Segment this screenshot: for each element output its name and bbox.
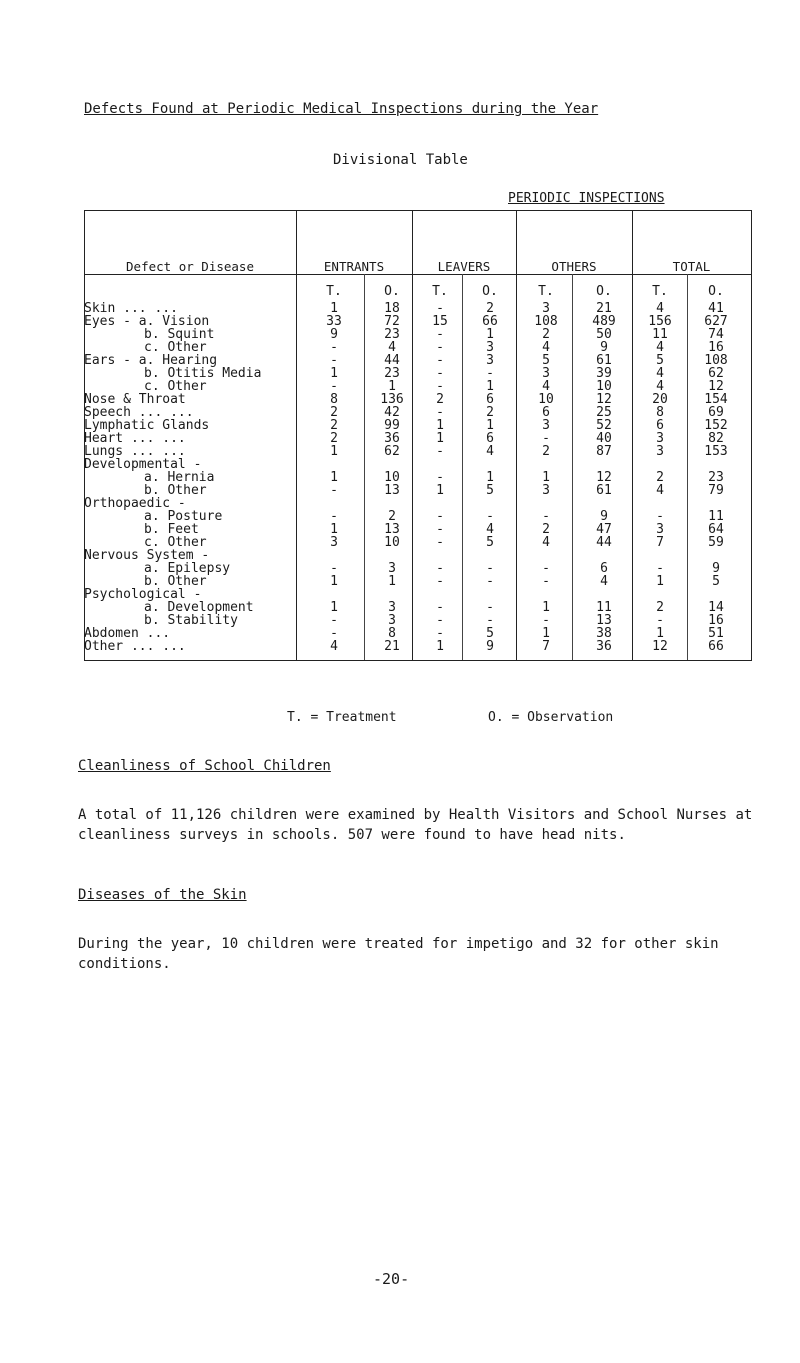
- table-cell: 64: [708, 522, 724, 537]
- table-cell: 99: [384, 418, 400, 433]
- table-cell: -: [486, 574, 494, 589]
- table-cell: -: [436, 509, 444, 524]
- row-label: Lymphatic Glands: [84, 418, 210, 433]
- table-cell: 61: [596, 353, 612, 368]
- table-cell: 3: [486, 340, 494, 355]
- table-cell: -: [436, 301, 444, 316]
- table-cell: 1: [436, 639, 444, 654]
- table-cell: -: [436, 613, 444, 628]
- row-label: a. Development: [144, 600, 254, 615]
- table-cell: 5: [542, 353, 550, 368]
- row-label: Ears - a. Hearing: [84, 353, 218, 368]
- table-cell: 62: [708, 366, 724, 381]
- table-cell: 20: [652, 392, 668, 407]
- table-cell: 5: [486, 483, 494, 498]
- table-cell: 9: [486, 639, 494, 654]
- table-cell: 9: [600, 340, 608, 355]
- table-cell: 3: [388, 600, 396, 615]
- table-cell: 1: [330, 444, 338, 459]
- row-label: b. Stability: [144, 613, 238, 628]
- table-cell: 82: [708, 431, 724, 446]
- table-cell: 13: [384, 522, 400, 537]
- table-cell: -: [330, 626, 338, 641]
- table-cell: 15: [432, 314, 448, 329]
- table-cell: 9: [600, 509, 608, 524]
- row-label: b. Feet: [144, 522, 199, 537]
- table-cell: 3: [656, 444, 664, 459]
- subheader-treatment: T.: [652, 284, 668, 299]
- row-label: Abdomen ...: [84, 626, 171, 641]
- table-cell: 44: [384, 353, 400, 368]
- table-cell: -: [436, 444, 444, 459]
- table-cell: -: [542, 561, 550, 576]
- row-label: b. Otitis Media: [144, 366, 262, 381]
- table-cell: 3: [486, 353, 494, 368]
- defects-table: [84, 210, 752, 660]
- table-cell: 4: [486, 522, 494, 537]
- table-cell: 11: [708, 509, 724, 524]
- table-cell: -: [656, 613, 664, 628]
- column-header-total: TOTAL: [672, 259, 711, 274]
- table-cell: 18: [384, 301, 400, 316]
- row-label: Nervous System -: [84, 548, 210, 563]
- table-cell: 13: [596, 613, 612, 628]
- table-cell: 1: [330, 301, 338, 316]
- table-cell: 2: [656, 600, 664, 615]
- table-subtitle: Divisional Table: [333, 152, 468, 168]
- table-cell: -: [436, 379, 444, 394]
- table-cell: 1: [656, 574, 664, 589]
- table-cell: 8: [656, 405, 664, 420]
- table-cell: 6: [656, 418, 664, 433]
- table-cell: 66: [482, 314, 498, 329]
- table-cell: 72: [384, 314, 400, 329]
- table-cell: 1: [486, 379, 494, 394]
- table-cell: 489: [592, 314, 616, 329]
- table-cell: 153: [704, 444, 728, 459]
- table-cell: 1: [542, 600, 550, 615]
- column-header-leavers: LEAVERS: [437, 259, 491, 274]
- cleanliness-heading: Cleanliness of School Children: [78, 758, 331, 774]
- table-cell: 12: [596, 470, 612, 485]
- table-cell: 3: [542, 366, 550, 381]
- table-cell: 1: [388, 379, 396, 394]
- table-cell: 74: [708, 327, 724, 342]
- table-cell: -: [436, 366, 444, 381]
- table-cell: 5: [656, 353, 664, 368]
- subheader-treatment: T.: [538, 284, 554, 299]
- table-cell: 12: [708, 379, 724, 394]
- table-cell: 6: [486, 431, 494, 446]
- table-cell: 627: [704, 314, 728, 329]
- table-cell: 4: [600, 574, 608, 589]
- table-cell: -: [542, 574, 550, 589]
- table-cell: 2: [330, 405, 338, 420]
- row-label: b. Squint: [144, 327, 215, 342]
- row-label: Lungs ... ...: [84, 444, 186, 459]
- table-cell: 154: [704, 392, 728, 407]
- table-cell: -: [436, 600, 444, 615]
- table-cell: 1: [486, 470, 494, 485]
- row-label: Eyes - a. Vision: [84, 314, 210, 329]
- table-cell: 2: [436, 392, 444, 407]
- table-cell: 3: [656, 431, 664, 446]
- table-cell: 44: [596, 535, 612, 550]
- subheader-treatment: T.: [326, 284, 342, 299]
- row-label: c. Other: [144, 340, 207, 355]
- table-cell: -: [486, 509, 494, 524]
- table-cell: 3: [388, 613, 396, 628]
- column-header-others: OTHERS: [551, 259, 597, 274]
- table-cell: 2: [486, 405, 494, 420]
- legend-treatment: T. = Treatment: [287, 710, 397, 725]
- table-cell: 4: [656, 340, 664, 355]
- table-cell: 16: [708, 340, 724, 355]
- table-cell: -: [436, 626, 444, 641]
- skin-diseases-heading: Diseases of the Skin: [78, 887, 247, 903]
- table-cell: 12: [652, 639, 668, 654]
- row-label: Nose & Throat: [84, 392, 186, 407]
- row-label: Other ... ...: [84, 639, 186, 654]
- table-cell: 23: [384, 327, 400, 342]
- page-title: Defects Found at Periodic Medical Inspections during the Year: [84, 101, 599, 117]
- table-cell: 4: [388, 340, 396, 355]
- skin-diseases-paragraph: During the year, 10 children were treated for impetigo and 32 for other skin conditions.: [78, 936, 719, 972]
- table-cell: 79: [708, 483, 724, 498]
- table-cell: -: [330, 379, 338, 394]
- table-cell: 21: [596, 301, 612, 316]
- table-cell: 11: [652, 327, 668, 342]
- table-cell: 23: [708, 470, 724, 485]
- table-cell: 36: [596, 639, 612, 654]
- row-label: Orthopaedic -: [84, 496, 186, 511]
- subheader-observation: O.: [596, 284, 612, 299]
- table-cell: 3: [542, 483, 550, 498]
- row-label: a. Hernia: [144, 470, 215, 485]
- row-label: c. Other: [144, 379, 207, 394]
- row-label: Skin ... ...: [84, 301, 178, 316]
- table-cell: 2: [330, 418, 338, 433]
- table-cell: 2: [542, 444, 550, 459]
- table-cell: 1: [656, 626, 664, 641]
- periodic-inspections-header: PERIODIC INSPECTIONS: [508, 191, 665, 206]
- table-cell: 7: [656, 535, 664, 550]
- table-cell: -: [436, 522, 444, 537]
- table-cell: 4: [542, 379, 550, 394]
- table-cell: 12: [596, 392, 612, 407]
- table-cell: -: [436, 340, 444, 355]
- row-label: Speech ... ...: [84, 405, 194, 420]
- table-cell: 108: [704, 353, 728, 368]
- row-label: Developmental -: [84, 457, 202, 472]
- row-label: b. Other: [144, 483, 207, 498]
- table-cell: 5: [486, 626, 494, 641]
- table-cell: -: [656, 509, 664, 524]
- table-cell: 10: [384, 470, 400, 485]
- table-cell: 59: [708, 535, 724, 550]
- table-cell: 1: [330, 574, 338, 589]
- table-cell: 152: [704, 418, 728, 433]
- row-label: b. Other: [144, 574, 207, 589]
- table-cell: -: [486, 613, 494, 628]
- subheader-observation: O.: [482, 284, 498, 299]
- row-label: Heart ... ...: [84, 431, 186, 446]
- row-label: Psychological -: [84, 587, 202, 602]
- table-cell: -: [656, 561, 664, 576]
- table-cell: 3: [330, 535, 338, 550]
- table-cell: -: [330, 340, 338, 355]
- subheader-treatment: T.: [432, 284, 448, 299]
- table-cell: 136: [380, 392, 404, 407]
- table-cell: 52: [596, 418, 612, 433]
- table-cell: 1: [388, 574, 396, 589]
- table-cell: 1: [330, 470, 338, 485]
- table-cell: 21: [384, 639, 400, 654]
- table-cell: 1: [486, 418, 494, 433]
- table-cell: -: [542, 613, 550, 628]
- table-cell: -: [330, 613, 338, 628]
- table-cell: -: [436, 535, 444, 550]
- table-cell: 10: [596, 379, 612, 394]
- table-cell: 25: [596, 405, 612, 420]
- table-cell: 3: [542, 418, 550, 433]
- subheader-observation: O.: [708, 284, 724, 299]
- table-cell: 2: [486, 301, 494, 316]
- table-cell: 13: [384, 483, 400, 498]
- table-cell: -: [486, 561, 494, 576]
- table-cell: 1: [436, 483, 444, 498]
- table-cell: -: [330, 561, 338, 576]
- table-cell: 6: [600, 561, 608, 576]
- table-cell: 2: [388, 509, 396, 524]
- table-cell: 16: [708, 613, 724, 628]
- table-cell: 1: [330, 522, 338, 537]
- table-cell: 1: [542, 626, 550, 641]
- table-cell: 66: [708, 639, 724, 654]
- table-cell: 4: [656, 301, 664, 316]
- table-cell: 4: [656, 379, 664, 394]
- table-cell: -: [330, 353, 338, 368]
- table-cell: 1: [436, 418, 444, 433]
- table-cell: 51: [708, 626, 724, 641]
- table-cell: 6: [542, 405, 550, 420]
- table-cell: 1: [436, 431, 444, 446]
- table-cell: 108: [534, 314, 558, 329]
- table-cell: 9: [330, 327, 338, 342]
- table-cell: 5: [486, 535, 494, 550]
- table-cell: -: [436, 470, 444, 485]
- table-cell: 5: [712, 574, 720, 589]
- table-cell: 40: [596, 431, 612, 446]
- table-cell: 1: [330, 366, 338, 381]
- table-cell: 2: [330, 431, 338, 446]
- table-cell: -: [542, 431, 550, 446]
- table-cell: 2: [656, 470, 664, 485]
- table-cell: 23: [384, 366, 400, 381]
- table-cell: 47: [596, 522, 612, 537]
- column-header-entrants: ENTRANTS: [323, 259, 385, 274]
- table-cell: -: [436, 574, 444, 589]
- table-cell: 4: [330, 639, 338, 654]
- table-cell: 4: [656, 483, 664, 498]
- table-cell: 39: [596, 366, 612, 381]
- table-cell: 3: [388, 561, 396, 576]
- table-cell: 8: [388, 626, 396, 641]
- table-cell: 156: [648, 314, 672, 329]
- subheader-observation: O.: [384, 284, 400, 299]
- table-cell: -: [436, 561, 444, 576]
- table-cell: 61: [596, 483, 612, 498]
- table-cell: 3: [656, 522, 664, 537]
- legend-observation: O. = Observation: [488, 710, 614, 725]
- table-cell: 36: [384, 431, 400, 446]
- table-cell: 50: [596, 327, 612, 342]
- table-cell: -: [330, 483, 338, 498]
- table-cell: 4: [542, 340, 550, 355]
- table-cell: 2: [542, 327, 550, 342]
- table-cell: -: [436, 353, 444, 368]
- table-cell: 14: [708, 600, 724, 615]
- table-cell: 1: [330, 600, 338, 615]
- table-cell: 6: [486, 392, 494, 407]
- table-cell: 69: [708, 405, 724, 420]
- table-cell: 4: [542, 535, 550, 550]
- table-cell: 4: [656, 366, 664, 381]
- table-cell: 2: [542, 522, 550, 537]
- table-cell: -: [330, 509, 338, 524]
- table-cell: 41: [708, 301, 724, 316]
- table-cell: 9: [712, 561, 720, 576]
- table-cell: 10: [384, 535, 400, 550]
- table-cell: -: [486, 366, 494, 381]
- table-cell: -: [436, 405, 444, 420]
- page-number: -20-: [373, 1270, 410, 1288]
- table-cell: 62: [384, 444, 400, 459]
- table-cell: -: [436, 327, 444, 342]
- table-cell: 42: [384, 405, 400, 420]
- row-label: a. Epilepsy: [144, 561, 231, 576]
- table-cell: -: [486, 600, 494, 615]
- column-header-defect: Defect or Disease: [126, 259, 254, 274]
- table-cell: -: [542, 509, 550, 524]
- table-cell: 87: [596, 444, 612, 459]
- table-cell: 10: [538, 392, 554, 407]
- table-cell: 11: [596, 600, 612, 615]
- row-label: a. Posture: [144, 509, 223, 524]
- table-cell: 3: [542, 301, 550, 316]
- table-cell: 7: [542, 639, 550, 654]
- table-cell: 1: [486, 327, 494, 342]
- table-cell: 8: [330, 392, 338, 407]
- table-cell: 38: [596, 626, 612, 641]
- table-cell: 33: [326, 314, 342, 329]
- row-label: c. Other: [144, 535, 207, 550]
- table-cell: 4: [486, 444, 494, 459]
- cleanliness-paragraph: A total of 11,126 children were examined by Health Visitors and School Nurses at cleanliness surveys in schools. 507 were found to have head nits.: [78, 807, 753, 843]
- table-cell: 1: [542, 470, 550, 485]
